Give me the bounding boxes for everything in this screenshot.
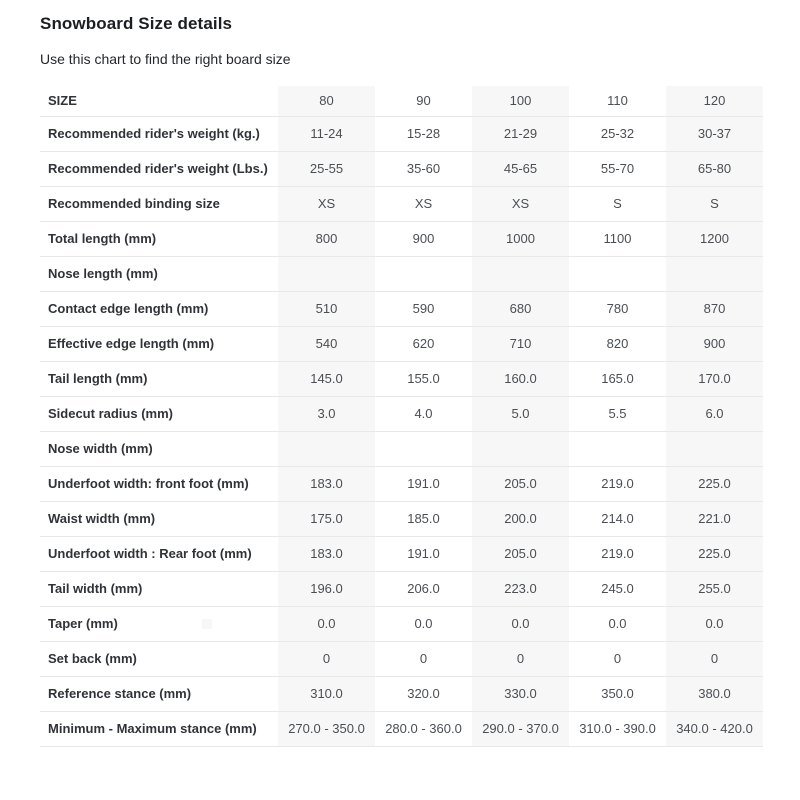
value-cell: XS [375, 186, 472, 221]
value-cell: S [569, 186, 666, 221]
value-cell: 590 [375, 291, 472, 326]
value-cell: 3.0 [278, 396, 375, 431]
row-label-cell [40, 606, 278, 641]
column-header: 90 [375, 86, 472, 116]
row-label-cell [40, 571, 278, 606]
value-cell: 65-80 [666, 151, 763, 186]
value-cell: 6.0 [666, 396, 763, 431]
value-cell [569, 431, 666, 466]
value-cell: 4.0 [375, 396, 472, 431]
row-label: Waist width (mm) [48, 510, 156, 526]
value-cell: 196.0 [278, 571, 375, 606]
column-header: 80 [278, 86, 375, 116]
row-label-cell [40, 186, 278, 221]
value-cell: 223.0 [472, 571, 569, 606]
row-label-cell [40, 256, 278, 291]
row-label-cell [40, 711, 278, 746]
table-row [40, 711, 763, 746]
value-cell: 0.0 [375, 606, 472, 641]
value-cell: 155.0 [375, 361, 472, 396]
table-row [40, 291, 763, 326]
value-cell: 255.0 [666, 571, 763, 606]
value-cell: 870 [666, 291, 763, 326]
table-header-row [40, 86, 763, 116]
value-cell: 205.0 [472, 536, 569, 571]
row-label-cell [40, 501, 278, 536]
value-cell: 25-55 [278, 151, 375, 186]
row-label-cell [40, 361, 278, 396]
value-cell: 206.0 [375, 571, 472, 606]
value-cell: 165.0 [569, 361, 666, 396]
value-cell: 170.0 [666, 361, 763, 396]
value-cell: 191.0 [375, 536, 472, 571]
value-cell: 205.0 [472, 466, 569, 501]
table-row [40, 256, 763, 291]
row-label: Nose width (mm) [48, 440, 153, 456]
value-cell: 30-37 [666, 116, 763, 151]
value-cell [278, 256, 375, 291]
value-cell: 25-32 [569, 116, 666, 151]
value-cell: 0 [472, 641, 569, 676]
row-label-cell [40, 676, 278, 711]
value-cell: XS [472, 186, 569, 221]
row-label: Sidecut radius (mm) [48, 405, 173, 421]
row-label: Taper (mm) [48, 615, 118, 631]
row-label: Recommended rider's weight (kg.) [48, 125, 260, 141]
table-body [40, 116, 763, 746]
row-label-cell [40, 221, 278, 256]
value-cell: 45-65 [472, 151, 569, 186]
value-cell: 0.0 [278, 606, 375, 641]
row-label: Recommended binding size [48, 195, 220, 211]
value-cell [472, 256, 569, 291]
value-cell: 0.0 [666, 606, 763, 641]
value-cell: 540 [278, 326, 375, 361]
row-label-cell [40, 466, 278, 501]
value-cell: 620 [375, 326, 472, 361]
table-row [40, 676, 763, 711]
value-cell: 820 [569, 326, 666, 361]
row-label: Recommended rider's weight (Lbs.) [48, 160, 268, 176]
value-cell: 221.0 [666, 501, 763, 536]
row-label: Reference stance (mm) [48, 685, 192, 701]
value-cell: 800 [278, 221, 375, 256]
table-row [40, 326, 763, 361]
value-cell: 0.0 [569, 606, 666, 641]
value-cell: 55-70 [569, 151, 666, 186]
size-chart-table [40, 86, 763, 747]
value-cell: 340.0 - 420.0 [666, 711, 763, 746]
value-cell: 510 [278, 291, 375, 326]
value-cell: 185.0 [375, 501, 472, 536]
size-header-cell: SIZE [40, 86, 278, 116]
value-cell [375, 256, 472, 291]
row-label-cell [40, 151, 278, 186]
row-label: Tail length (mm) [48, 370, 148, 386]
row-label: Total length (mm) [48, 230, 157, 246]
value-cell: 0 [278, 641, 375, 676]
table-row [40, 606, 763, 641]
page-subtitle: Use this chart to find the right board size [40, 51, 291, 67]
value-cell [278, 431, 375, 466]
value-cell: 270.0 - 350.0 [278, 711, 375, 746]
value-cell: 290.0 - 370.0 [472, 711, 569, 746]
value-cell: 35-60 [375, 151, 472, 186]
table-row [40, 116, 763, 151]
value-cell: 0 [375, 641, 472, 676]
value-cell: 225.0 [666, 536, 763, 571]
value-cell: 145.0 [278, 361, 375, 396]
value-cell: 219.0 [569, 466, 666, 501]
column-header: 120 [666, 86, 763, 116]
value-cell [472, 431, 569, 466]
table-row [40, 186, 763, 221]
table-row [40, 431, 763, 466]
row-label: Nose length (mm) [48, 265, 158, 281]
value-cell: 1000 [472, 221, 569, 256]
value-cell: 320.0 [375, 676, 472, 711]
row-label-cell [40, 291, 278, 326]
value-cell: 183.0 [278, 466, 375, 501]
value-cell: 225.0 [666, 466, 763, 501]
table-row [40, 361, 763, 396]
table-row [40, 571, 763, 606]
row-label-cell [40, 396, 278, 431]
row-label-cell [40, 431, 278, 466]
row-label: Contact edge length (mm) [48, 300, 209, 316]
value-cell [375, 431, 472, 466]
row-label-cell [40, 641, 278, 676]
row-label: Underfoot width : Rear foot (mm) [48, 545, 252, 561]
table-row [40, 396, 763, 431]
value-cell: 245.0 [569, 571, 666, 606]
value-cell: 280.0 - 360.0 [375, 711, 472, 746]
value-cell [569, 256, 666, 291]
table-row [40, 501, 763, 536]
value-cell: 200.0 [472, 501, 569, 536]
value-cell: S [666, 186, 763, 221]
value-cell: 900 [375, 221, 472, 256]
row-label: Tail width (mm) [48, 580, 143, 596]
value-cell: XS [278, 186, 375, 221]
table-row [40, 221, 763, 256]
value-cell: 310.0 [278, 676, 375, 711]
value-cell: 310.0 - 390.0 [569, 711, 666, 746]
value-cell: 0 [569, 641, 666, 676]
value-cell: 350.0 [569, 676, 666, 711]
value-cell: 214.0 [569, 501, 666, 536]
row-label-cell [40, 116, 278, 151]
value-cell: 710 [472, 326, 569, 361]
value-cell: 5.0 [472, 396, 569, 431]
row-label: Underfoot width: front foot (mm) [48, 475, 249, 491]
table-row [40, 536, 763, 571]
value-cell: 680 [472, 291, 569, 326]
row-label: Effective edge length (mm) [48, 335, 215, 351]
table-row [40, 466, 763, 501]
row-label-cell [40, 326, 278, 361]
value-cell: 330.0 [472, 676, 569, 711]
column-header: 100 [472, 86, 569, 116]
value-cell: 219.0 [569, 536, 666, 571]
value-cell: 0 [666, 641, 763, 676]
value-cell: 380.0 [666, 676, 763, 711]
value-cell: 183.0 [278, 536, 375, 571]
value-cell: 780 [569, 291, 666, 326]
value-cell: 0.0 [472, 606, 569, 641]
value-cell: 900 [666, 326, 763, 361]
row-label: Set back (mm) [48, 650, 137, 666]
value-cell: 15-28 [375, 116, 472, 151]
value-cell: 21-29 [472, 116, 569, 151]
value-cell: 191.0 [375, 466, 472, 501]
value-cell: 175.0 [278, 501, 375, 536]
value-cell: 5.5 [569, 396, 666, 431]
row-label-cell [40, 536, 278, 571]
table-row [40, 641, 763, 676]
value-cell [666, 431, 763, 466]
value-cell [666, 256, 763, 291]
table-row [40, 151, 763, 186]
value-cell: 11-24 [278, 116, 375, 151]
row-label: Minimum - Maximum stance (mm) [48, 720, 257, 736]
page-title: Snowboard Size details [40, 14, 233, 33]
column-header: 110 [569, 86, 666, 116]
taper-marker-square [202, 619, 212, 629]
value-cell: 160.0 [472, 361, 569, 396]
value-cell: 1200 [666, 221, 763, 256]
value-cell: 1100 [569, 221, 666, 256]
